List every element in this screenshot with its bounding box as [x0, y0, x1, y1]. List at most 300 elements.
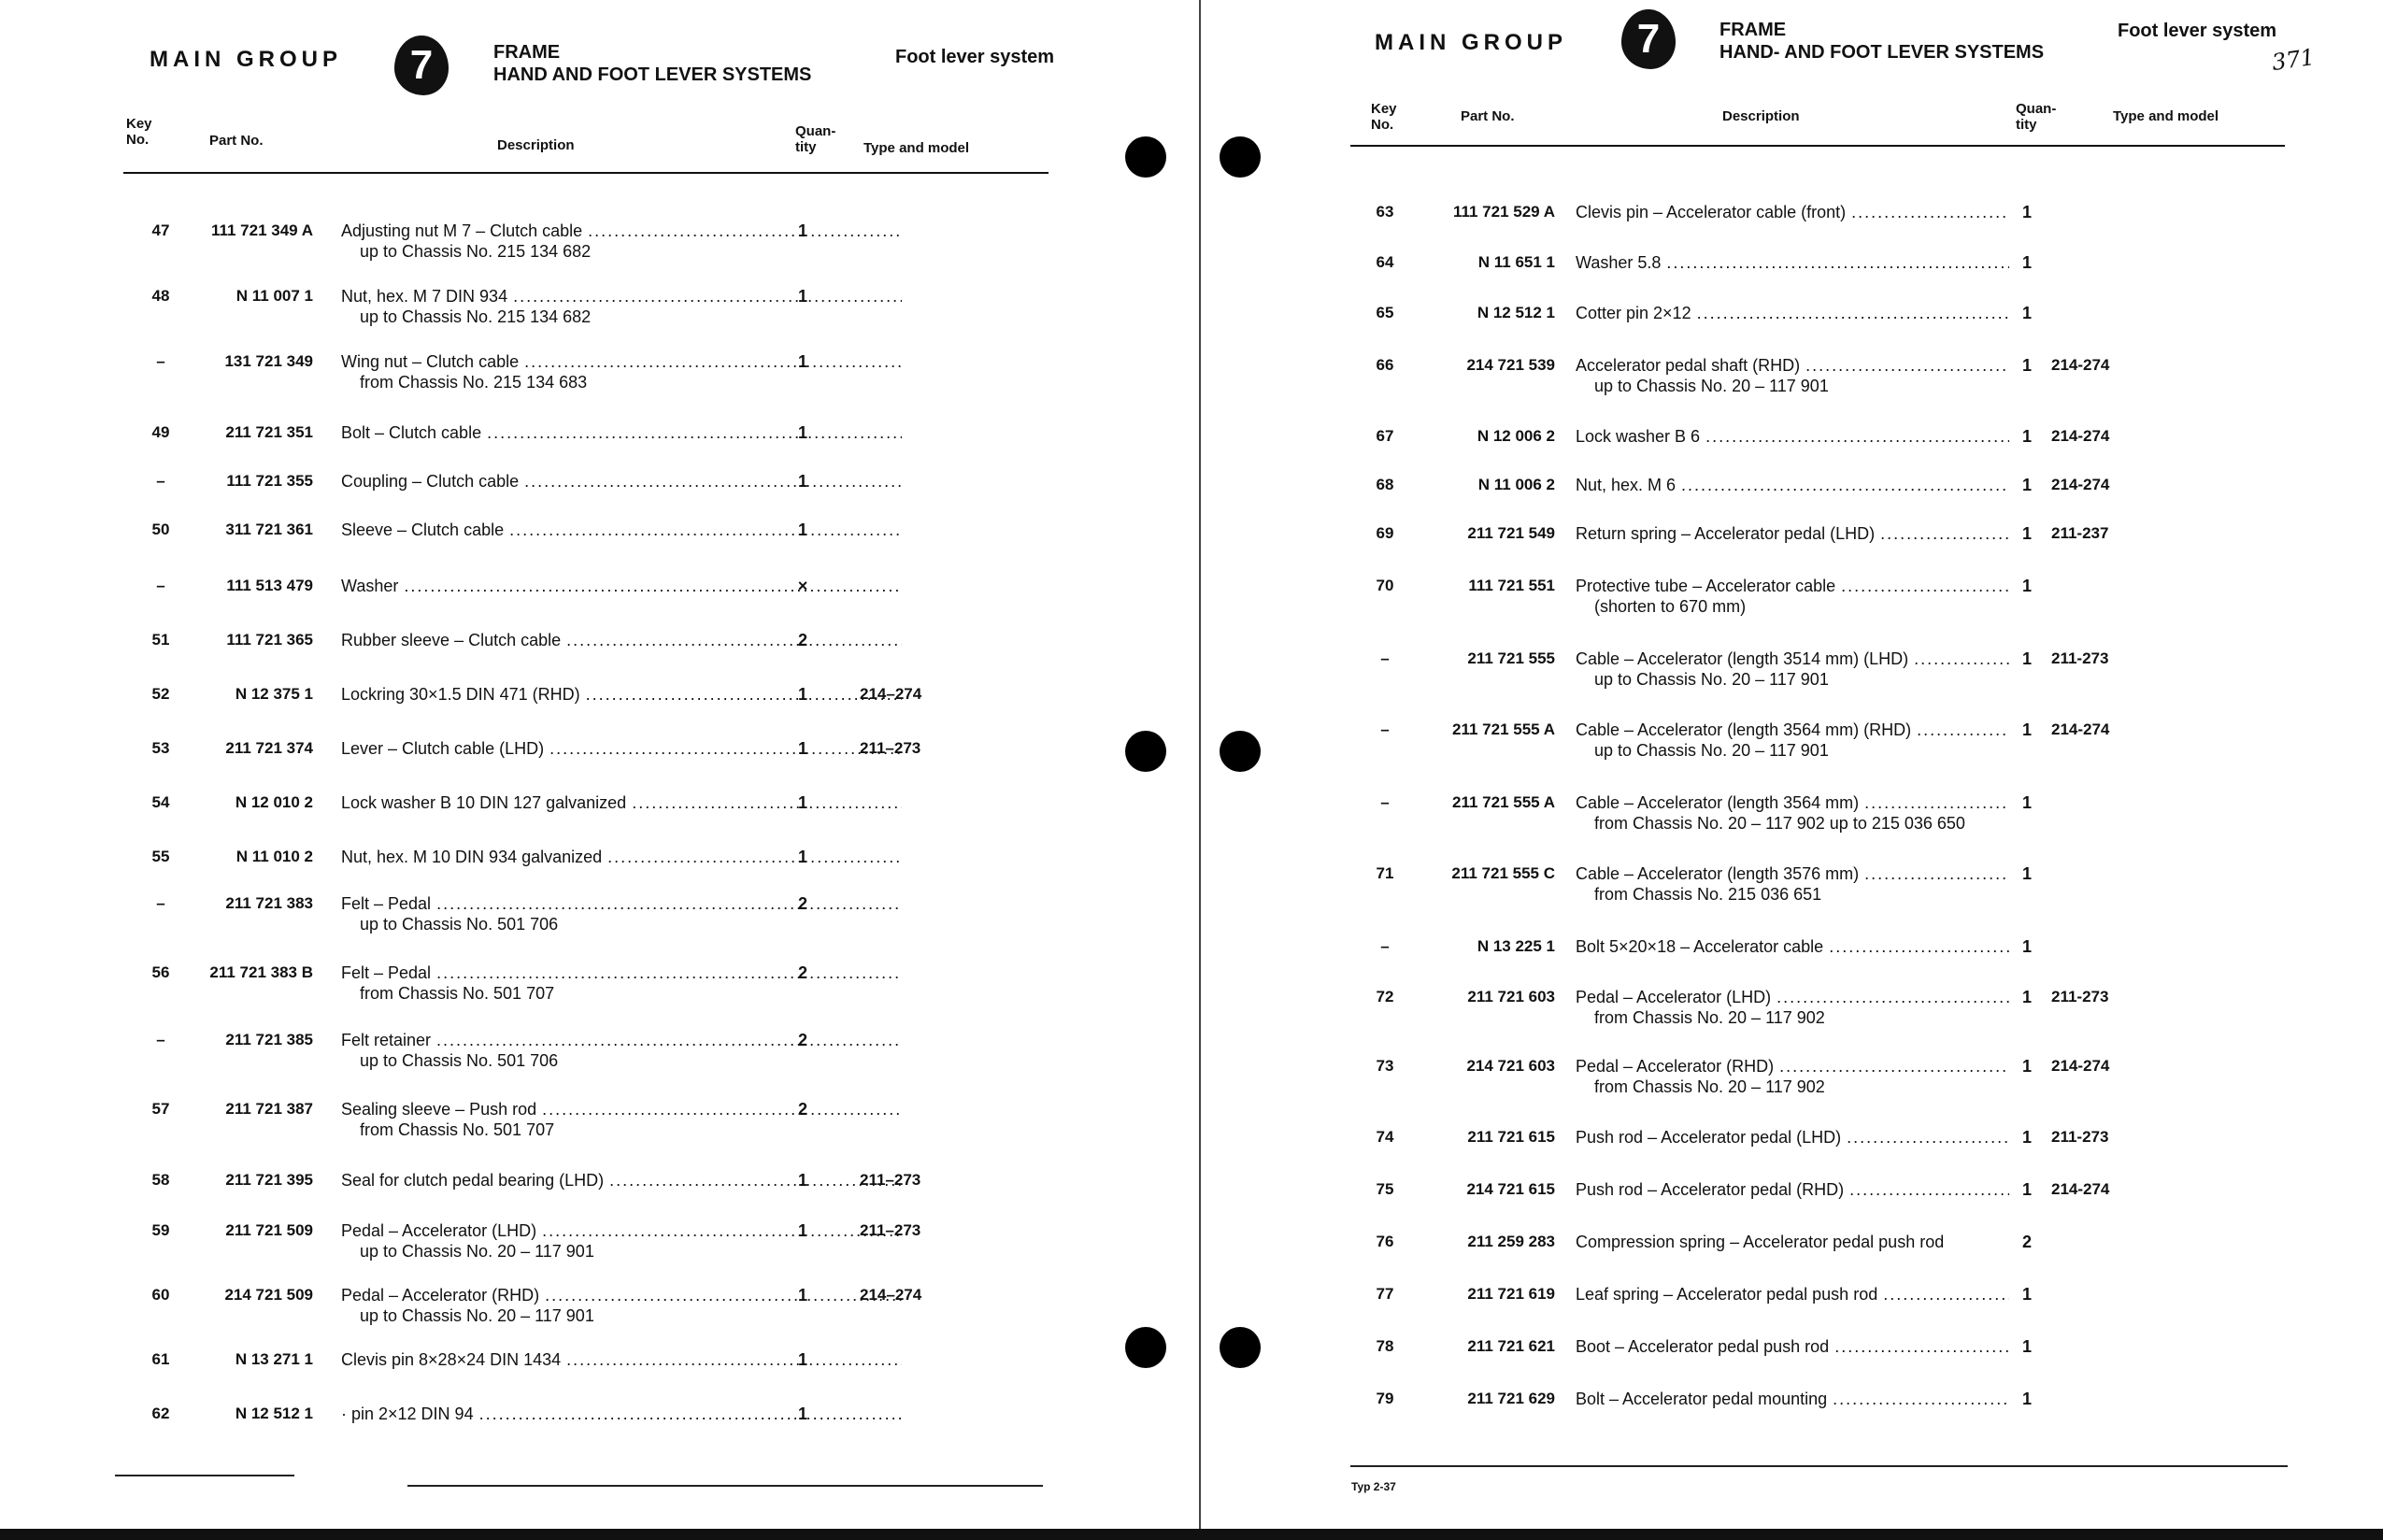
description-note: from Chassis No. 215 134 683 [360, 373, 588, 392]
description-text: Cable – Accelerator (length 3564 mm) (RHD) [1576, 720, 1912, 739]
description-note: up to Chassis No. 20 – 117 901 [1594, 670, 1829, 689]
part-description [341, 471, 902, 492]
part-description [1576, 720, 2009, 740]
leader-dots [1883, 1284, 2009, 1305]
description-text: Lock washer B 10 DIN 127 galvanized [341, 793, 627, 812]
description-text: Sealing sleeve – Push rod [341, 1100, 537, 1119]
part-number: 214 721 615 [1466, 1180, 1555, 1198]
subsystem-title: Foot lever system [895, 47, 1055, 67]
quantity: 2 [797, 631, 807, 649]
key-number: 65 [1376, 304, 1394, 321]
leader-dots [479, 1404, 902, 1424]
description-text: Felt – Pedal [341, 963, 432, 982]
part-description [1576, 303, 2009, 323]
part-number: 211 721 621 [1467, 1337, 1555, 1355]
description-text: Bolt – Clutch cable [341, 423, 482, 442]
part-description [341, 684, 902, 705]
parts-row [140, 1285, 1075, 1332]
key-number: – [1380, 649, 1390, 667]
scan-bottom-edge [0, 1529, 2383, 1540]
part-number: N 13 225 1 [1477, 937, 1555, 955]
parts-row [140, 1030, 1075, 1077]
key-number: 66 [1376, 356, 1394, 374]
key-number: – [156, 472, 165, 490]
description-note: up to Chassis No. 20 – 117 901 [1594, 377, 1829, 395]
quantity: 1 [797, 1171, 807, 1190]
key-number: 77 [1376, 1285, 1394, 1303]
description-text: Wing nut – Clutch cable [341, 352, 520, 371]
key-number: 74 [1376, 1128, 1394, 1146]
column-type-model: Type and model [2113, 108, 2219, 124]
parts-row [140, 792, 1075, 839]
type-and-model: 214–274 [860, 1286, 922, 1304]
part-number: 211 721 619 [1467, 1285, 1555, 1303]
parts-row [140, 471, 1075, 518]
parts-row [1364, 1127, 2299, 1174]
description-text: Felt – Pedal [341, 894, 432, 913]
part-description [1576, 355, 2009, 376]
right-page [1201, 0, 2383, 1529]
key-number: 75 [1376, 1180, 1394, 1198]
parts-row [1364, 355, 2299, 402]
quantity: 1 [2021, 937, 2032, 956]
leader-dots [1841, 576, 2009, 596]
quantity: 2 [797, 963, 807, 982]
leader-dots [524, 351, 902, 372]
quantity: 1 [2021, 1057, 2032, 1076]
part-description [341, 792, 902, 813]
quantity: 1 [2021, 793, 2032, 812]
type-and-model: 211-273 [2051, 988, 2109, 1005]
description-text: Pedal – Accelerator (LHD) [1576, 988, 1772, 1006]
type-and-model: 214-274 [2051, 427, 2110, 445]
quantity: 1 [2021, 1128, 2032, 1147]
key-number: 50 [151, 520, 170, 538]
column-quantity-line: tity [2016, 117, 2037, 133]
header-rule [1350, 145, 2285, 147]
part-description [341, 1170, 902, 1191]
binder-hole [1220, 136, 1261, 178]
description-text: Compression spring – Accelerator pedal push rod [1576, 1233, 1945, 1251]
part-number: 111 721 529 A [1452, 203, 1555, 221]
footer-rule [407, 1485, 1043, 1487]
key-number: 62 [151, 1405, 170, 1422]
part-number: 211 721 555 C [1451, 864, 1555, 882]
column-quantity [2016, 101, 2056, 133]
parts-row [1364, 792, 2299, 839]
parts-row [140, 893, 1075, 940]
part-number: 211 721 509 [225, 1221, 313, 1239]
quantity: 1 [797, 739, 807, 758]
quantity: 1 [2021, 577, 2032, 595]
description-note: up to Chassis No. 215 134 682 [360, 242, 592, 261]
column-key [126, 116, 152, 148]
subsystem-title: Foot lever system [2118, 21, 2277, 41]
part-number: 211 721 383 B [209, 963, 313, 981]
part-number: N 12 375 1 [235, 685, 313, 703]
parts-row [140, 520, 1075, 566]
part-number: N 12 512 1 [235, 1405, 313, 1422]
header-rule [123, 172, 1049, 174]
description-text: Rubber sleeve – Clutch cable [341, 631, 562, 649]
parts-row [140, 962, 1075, 1009]
key-number: – [156, 352, 165, 370]
part-number: 111 721 365 [226, 631, 313, 649]
part-description [1576, 1232, 2009, 1252]
key-number: 51 [151, 631, 170, 649]
quantity: 1 [2021, 203, 2032, 221]
description-text: Cotter pin 2×12 [1576, 304, 1691, 322]
description-text: Bolt – Accelerator pedal mounting [1576, 1390, 1828, 1408]
key-number: – [156, 1031, 165, 1048]
quantity: 1 [797, 352, 807, 371]
part-number: 111 513 479 [226, 577, 313, 594]
parts-row [1364, 649, 2299, 695]
key-number: 68 [1376, 476, 1394, 493]
leader-dots [1681, 475, 2009, 495]
description-text: Nut, hex. M 7 DIN 934 [341, 287, 508, 306]
type-and-model: 214-274 [2051, 1180, 2110, 1198]
part-description [1576, 475, 2009, 495]
quantity: 1 [2021, 476, 2032, 494]
parts-row [140, 1220, 1075, 1267]
quantity: 1 [2021, 1180, 2032, 1199]
parts-row [1364, 1179, 2299, 1226]
part-number: 211 721 383 [225, 894, 313, 912]
parts-row [140, 738, 1075, 785]
leader-dots [436, 1030, 902, 1050]
description-text: Cable – Accelerator (length 3514 mm) (LHD) [1576, 649, 1909, 668]
quantity: 1 [797, 472, 807, 491]
part-number: N 12 512 1 [1477, 304, 1555, 321]
part-description [1576, 1179, 2009, 1200]
binder-hole [1220, 731, 1261, 772]
description-note: from Chassis No. 501 707 [360, 1120, 555, 1139]
section-title [1719, 19, 2044, 64]
key-number: 58 [151, 1171, 170, 1189]
column-description: Description [1722, 108, 1800, 124]
part-description [341, 576, 902, 596]
part-number: 211 721 351 [225, 423, 313, 441]
key-number: 72 [1376, 988, 1394, 1005]
quantity: 1 [797, 685, 807, 704]
description-note: from Chassis No. 20 – 117 902 [1594, 1077, 1825, 1096]
leader-dots [545, 1285, 902, 1305]
key-number: – [1380, 937, 1390, 955]
leader-dots [607, 847, 902, 867]
description-text: Lock washer B 6 [1576, 427, 1701, 446]
part-number: N 12 010 2 [235, 793, 313, 811]
description-note: from Chassis No. 215 036 651 [1594, 885, 1822, 904]
part-description [341, 1404, 902, 1424]
quantity: 1 [797, 1405, 807, 1423]
key-number: – [1380, 720, 1390, 738]
part-number: 211 721 629 [1467, 1390, 1555, 1407]
parts-row [1364, 202, 2299, 249]
binder-hole [1125, 731, 1166, 772]
type-and-model: 214-274 [2051, 1057, 2110, 1075]
quantity: 1 [2021, 1337, 2032, 1356]
part-description [1576, 1389, 2009, 1409]
part-number: 211 721 549 [1467, 524, 1555, 542]
parts-row [140, 1404, 1075, 1450]
quantity: 1 [797, 1221, 807, 1240]
description-text: Push rod – Accelerator pedal (RHD) [1576, 1180, 1845, 1199]
key-number: 54 [151, 793, 170, 811]
part-number: 211 721 385 [225, 1031, 313, 1048]
key-number: 79 [1376, 1390, 1394, 1407]
part-description [1576, 792, 2009, 813]
column-key [1371, 101, 1397, 133]
description-text: Boot – Accelerator pedal push rod [1576, 1337, 1830, 1356]
parts-row [140, 351, 1075, 398]
parts-row [140, 221, 1075, 267]
part-description [1576, 649, 2009, 669]
leader-dots [1666, 252, 2009, 273]
quantity: 1 [797, 520, 807, 539]
column-quantity-line: Quan- [795, 123, 836, 139]
quantity: × [797, 577, 808, 595]
parts-row [1364, 1232, 2299, 1278]
description-text: Clevis pin – Accelerator cable (front) [1576, 203, 1847, 221]
key-number: 76 [1376, 1233, 1394, 1250]
part-description [1576, 987, 2009, 1007]
part-number: 211 721 555 [1467, 649, 1555, 667]
parts-row [1364, 1056, 2299, 1103]
leader-dots [436, 893, 902, 914]
leader-dots [1805, 355, 2009, 376]
part-description [341, 221, 902, 241]
description-text: Felt retainer [341, 1031, 432, 1049]
quantity: 1 [2021, 253, 2032, 272]
part-number: 211 721 374 [225, 739, 313, 757]
description-note: up to Chassis No. 501 706 [360, 1051, 559, 1070]
leader-dots [1779, 1056, 2009, 1077]
column-key-line: Key [126, 116, 152, 132]
leader-dots [1864, 792, 2009, 813]
key-number: 61 [151, 1350, 170, 1368]
description-note: up to Chassis No. 20 – 117 901 [360, 1242, 594, 1261]
part-number: 211 721 395 [225, 1171, 313, 1189]
parts-row [140, 847, 1075, 893]
leader-dots [1833, 1389, 2009, 1409]
part-description [1576, 202, 2009, 222]
part-description [341, 520, 902, 540]
part-description [1576, 576, 2009, 596]
description-text: Cable – Accelerator (length 3576 mm) [1576, 864, 1860, 883]
part-description [1576, 1336, 2009, 1357]
parts-row [1364, 426, 2299, 473]
quantity: 1 [797, 793, 807, 812]
column-key-line: No. [1371, 117, 1394, 133]
description-note: up to Chassis No. 20 – 117 901 [1594, 741, 1829, 760]
leader-dots [566, 1349, 902, 1370]
key-number: 52 [151, 685, 170, 703]
part-number: 111 721 355 [226, 472, 313, 490]
part-description [1576, 252, 2009, 273]
description-text: Pedal – Accelerator (RHD) [341, 1286, 540, 1305]
column-part-no: Part No. [209, 133, 264, 149]
part-description [341, 351, 902, 372]
leader-dots [1914, 649, 2009, 669]
key-number: 67 [1376, 427, 1394, 445]
parts-row [1364, 475, 2299, 521]
part-number: 111 721 551 [1468, 577, 1555, 594]
quantity: 2 [797, 1031, 807, 1049]
description-note: up to Chassis No. 215 134 682 [360, 307, 592, 326]
part-number: N 11 651 1 [1477, 253, 1555, 271]
part-description [341, 630, 902, 650]
part-number: N 12 006 2 [1477, 427, 1555, 445]
part-description [341, 1099, 902, 1119]
parts-row [140, 684, 1075, 731]
part-number: 131 721 349 [224, 352, 313, 370]
part-description [341, 422, 902, 443]
quantity: 1 [2021, 720, 2032, 739]
leader-dots [1705, 426, 2009, 447]
parts-row [1364, 1284, 2299, 1331]
type-and-model: 214–274 [860, 685, 922, 703]
parts-row [140, 1099, 1075, 1146]
parts-row [1364, 720, 2299, 766]
description-note: from Chassis No. 501 707 [360, 984, 555, 1003]
key-number: 70 [1376, 577, 1394, 594]
leader-dots [1777, 987, 2009, 1007]
binder-hole [1125, 136, 1166, 178]
leader-dots [513, 286, 902, 307]
quantity: 1 [797, 423, 807, 442]
leader-dots [487, 422, 902, 443]
key-number: 49 [151, 423, 170, 441]
type-and-model: 214-274 [2051, 356, 2110, 374]
column-quantity [795, 123, 835, 155]
description-text: Adjusting nut M 7 – Clutch cable [341, 221, 583, 240]
group-number-badge: 7 [394, 36, 449, 95]
description-text: Washer 5.8 [1576, 253, 1662, 272]
parts-row [140, 630, 1075, 677]
description-text: Pedal – Accelerator (LHD) [341, 1221, 537, 1240]
leader-dots [1697, 303, 2009, 323]
part-description [1576, 523, 2009, 544]
description-text: Nut, hex. M 6 [1576, 476, 1677, 494]
part-description [341, 1285, 902, 1305]
parts-row [1364, 1389, 2299, 1435]
column-part-no: Part No. [1461, 108, 1515, 124]
quantity: 1 [797, 848, 807, 866]
quantity: 1 [2021, 304, 2032, 322]
part-description [341, 847, 902, 867]
key-number: 63 [1376, 203, 1394, 221]
key-number: 57 [151, 1100, 170, 1118]
section-title [493, 41, 811, 86]
main-group-heading: MAIN GROUP [150, 47, 342, 72]
description-text: · pin 2×12 DIN 94 [341, 1405, 474, 1423]
description-text: Clevis pin 8×28×24 DIN 1434 [341, 1350, 562, 1369]
parts-row [1364, 252, 2299, 299]
leader-dots [588, 221, 902, 241]
binder-hole [1125, 1327, 1166, 1368]
part-number: 211 721 603 [1467, 988, 1555, 1005]
part-description [1576, 1284, 2009, 1305]
key-number: 59 [151, 1221, 170, 1239]
key-number: 73 [1376, 1057, 1394, 1075]
description-text: Cable – Accelerator (length 3564 mm) [1576, 793, 1860, 812]
key-number: 60 [151, 1286, 170, 1304]
section-title-line: HAND AND FOOT LEVER SYSTEMS [493, 64, 812, 85]
part-number: 211 721 555 A [1452, 720, 1555, 738]
description-text: Washer [341, 577, 399, 595]
quantity: 2 [2021, 1233, 2032, 1251]
leader-dots [1847, 1127, 2009, 1148]
part-number: N 11 007 1 [235, 287, 313, 305]
part-description [1576, 863, 2009, 884]
description-text: Leaf spring – Accelerator pedal push rod [1576, 1285, 1878, 1304]
parts-row [1364, 987, 2299, 1034]
description-note: (shorten to 670 mm) [1594, 597, 1747, 616]
quantity: 1 [2021, 988, 2032, 1006]
description-text: Seal for clutch pedal bearing (LHD) [341, 1171, 605, 1190]
handwritten-page-number: 371 [2270, 43, 2317, 77]
part-number: 111 721 349 A [210, 221, 313, 239]
key-number: 64 [1376, 253, 1394, 271]
main-group-heading: MAIN GROUP [1375, 30, 1567, 55]
quantity: 1 [797, 1286, 807, 1305]
quantity: 2 [797, 894, 807, 913]
part-number: N 11 006 2 [1477, 476, 1555, 493]
type-and-model: 211–273 [860, 739, 921, 757]
leader-dots [436, 962, 902, 983]
leader-dots [1849, 1179, 2009, 1200]
quantity: 1 [2021, 427, 2032, 446]
leader-dots [1829, 936, 2009, 957]
leader-dots [1834, 1336, 2009, 1357]
description-text: Push rod – Accelerator pedal (LHD) [1576, 1128, 1842, 1147]
leader-dots [549, 738, 902, 759]
type-and-model: 211-273 [2051, 649, 2109, 667]
key-number: 47 [151, 221, 170, 239]
leader-dots [542, 1220, 902, 1241]
parts-row [1364, 863, 2299, 910]
description-text: Nut, hex. M 10 DIN 934 galvanized [341, 848, 603, 866]
part-description [1576, 1056, 2009, 1077]
description-note: up to Chassis No. 20 – 117 901 [360, 1306, 594, 1325]
binder-hole [1220, 1327, 1261, 1368]
description-text: Coupling – Clutch cable [341, 472, 520, 491]
key-number: 53 [151, 739, 170, 757]
parts-row [1364, 303, 2299, 349]
key-number: 71 [1376, 864, 1394, 882]
column-quantity-line: Quan- [2016, 101, 2057, 117]
parts-row [140, 1170, 1075, 1217]
description-text: Protective tube – Accelerator cable [1576, 577, 1836, 595]
footer-rule [115, 1475, 294, 1476]
column-key-line: No. [126, 132, 150, 148]
part-number: 214 721 603 [1466, 1057, 1555, 1075]
description-note: from Chassis No. 20 – 117 902 up to 215 036 650 [1594, 814, 1965, 833]
type-and-model: 214-274 [2051, 720, 2110, 738]
part-description [341, 893, 902, 914]
leader-dots [609, 1170, 902, 1191]
type-and-model: 211–273 [860, 1171, 921, 1189]
description-text: Lockring 30×1.5 DIN 471 (RHD) [341, 685, 580, 704]
parts-row [1364, 936, 2299, 983]
section-title-line: FRAME [493, 42, 561, 63]
group-number-badge: 7 [1621, 9, 1676, 69]
leader-dots [1864, 863, 2009, 884]
part-description [1576, 426, 2009, 447]
leader-dots [524, 471, 902, 492]
quantity: 2 [797, 1100, 807, 1119]
